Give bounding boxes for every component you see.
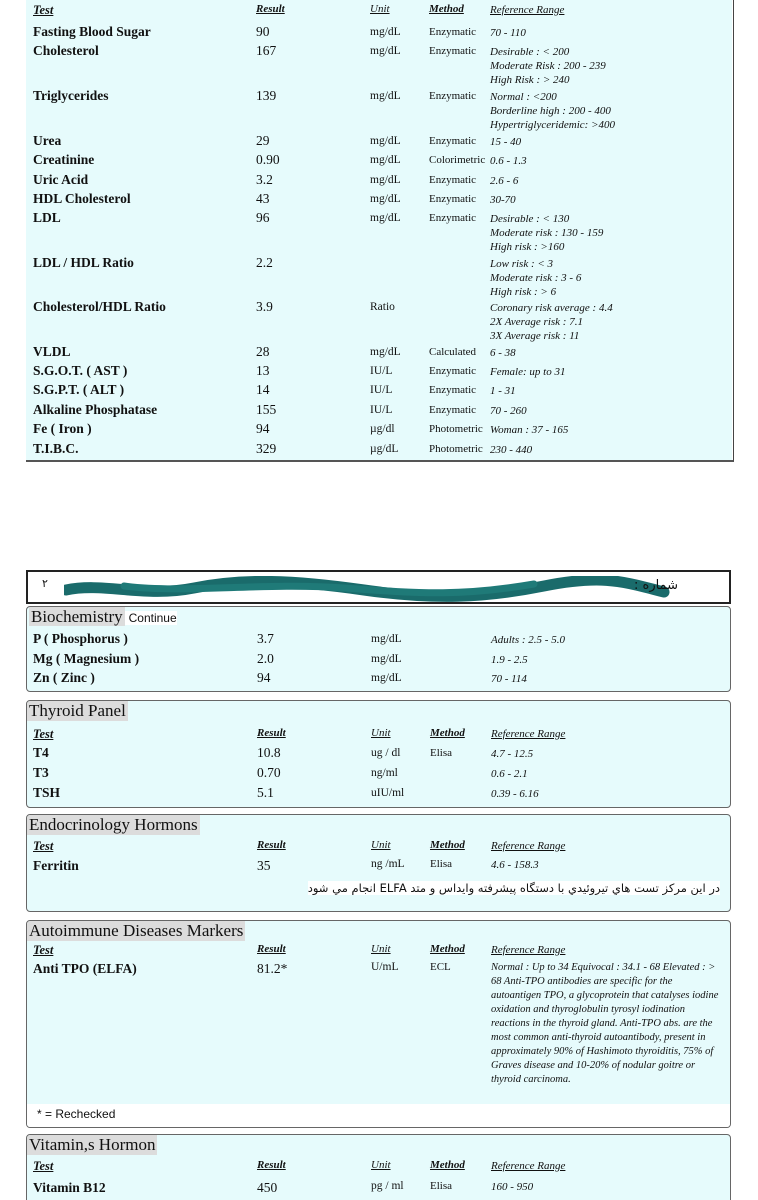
test-name: LDL / HDL Ratio [33,255,134,270]
table-row [26,43,732,86]
test-name: Cholesterol [33,43,99,58]
reference-range-line: Moderate risk : 3 - 6 [490,272,582,284]
reference-range-line: 2.6 - 6 [490,175,519,187]
header-test: Test [33,3,54,17]
elfa-method-note: در اين مرکز تست هاي تيروئيدي با دستگاه پيشرفته وايداس و متد ELFA انجام مي شود [307,881,720,895]
test-name: Alkaline Phosphatase [33,402,158,417]
test-method: Elisa [430,747,452,759]
table-row [26,172,732,192]
table-row [26,441,732,461]
endo-header-test: Test [33,839,54,853]
endo-header-unit: Unit [371,839,391,851]
test-method: Enzymatic [429,212,477,224]
test-method: Enzymatic [429,90,477,102]
table-row [26,255,732,298]
test-method: Photometric [429,443,483,455]
auto-header-result: Result [257,943,286,955]
test-result: 3.9 [256,299,273,314]
thyroid-header-reference: Reference Range [491,728,566,740]
test-unit: uIU/ml [371,787,405,799]
table-row [26,382,732,402]
anti-tpo-method: ECL [430,961,451,973]
reference-range: 70 - 114 [491,673,527,685]
results-page-1 [26,0,734,462]
test-unit: ng/ml [371,767,398,779]
reference-range-line: 15 - 40 [490,136,522,148]
b12-result: 450 [257,1180,278,1195]
reference-range-line: 3X Average risk : 11 [490,330,580,342]
biochemistry-title [27,607,179,627]
autoimmune-title: Autoimmune Diseases Markers [29,921,244,940]
reference-range-line: 70 - 110 [490,27,526,39]
test-unit: mg/dL [370,45,401,57]
reference-range-line: Hypertriglyceridemic: >400 [490,119,616,131]
ferritin-unit: ng /mL [371,858,405,870]
test-name: Uric Acid [33,172,89,187]
test-result: 3.7 [257,631,274,646]
table-row [26,210,732,253]
table-row [27,858,730,878]
test-method: Enzymatic [429,193,477,205]
anti-tpo-result: 81.2* [257,961,288,976]
test-result: 10.8 [257,745,281,760]
reference-range-line: 70 - 260 [490,405,527,417]
test-method: Photometric [429,423,483,435]
test-result: 2.2 [256,255,273,270]
page-gap [0,462,758,570]
vit-header-result: Result [257,1159,286,1171]
table-header [26,3,732,19]
test-unit: Ratio [370,301,395,313]
reference-range-line: 30-70 [490,194,516,206]
test-method: Calculated [429,346,477,358]
table-row [27,651,730,671]
test-unit: mg/dL [371,633,402,645]
test-unit: mg/dL [370,174,401,186]
reference-range-line: 0.6 - 1.3 [490,155,527,167]
endocrinology-panel [26,814,731,912]
vit-header-reference: Reference Range [491,1160,566,1172]
table-row [26,152,732,172]
test-name: T3 [33,765,49,780]
redaction-scribble [64,576,704,602]
autoimmune-panel [26,920,731,1128]
reference-range: 4.7 - 12.5 [491,748,534,760]
reference-range: 0.6 - 2.1 [491,768,528,780]
b12-reference: 160 - 950 [491,1181,534,1193]
table-row [27,765,730,785]
test-unit: mg/dL [371,653,402,665]
test-unit: IU/L [370,384,393,396]
table-row [27,745,730,765]
anti-tpo-unit: U/mL [371,961,399,973]
reference-range-line: Normal : <200 [490,91,557,103]
test-name: VLDL [33,344,71,359]
b12-unit: pg / ml [371,1180,404,1192]
patient-header [26,570,731,604]
table-row [26,88,732,131]
endocrinology-title: Endocrinology Hormons [29,815,198,834]
test-unit: mg/dL [370,90,401,102]
anti-tpo-test: Anti TPO (ELFA) [33,961,137,976]
thyroid-header [27,727,730,747]
ferritin-test: Ferritin [33,858,79,873]
test-name: TSH [33,785,61,800]
endo-header-reference: Reference Range [491,840,566,852]
reference-range-line: 230 - 440 [490,444,533,456]
rechecked-footnote: * = Rechecked [27,1104,730,1128]
vitamin-panel [26,1134,731,1200]
thyroid-panel [26,700,731,808]
reference-range: 1.9 - 2.5 [491,654,528,666]
reference-range-line: Moderate Risk : 200 - 239 [490,60,606,72]
test-result: 14 [256,382,270,397]
test-name: Mg ( Magnesium ) [33,651,140,666]
auto-header-method: Method [430,943,465,955]
thyroid-header-test: Test [33,727,54,741]
vitamin-title: Vitamin,s Hormon [29,1135,156,1154]
test-name: Creatinine [33,152,95,167]
reference-range-line: High Risk : > 240 [490,74,570,86]
table-row [26,363,732,383]
test-name: Triglycerides [33,88,109,103]
auto-header-test: Test [33,943,54,957]
test-result: 139 [256,88,277,103]
header-reference: Reference Range [490,4,565,16]
reference-range-line: Moderate risk : 130 - 159 [490,227,604,239]
header-unit: Unit [370,3,390,15]
test-name: Urea [33,133,62,148]
header-result: Result [256,3,285,15]
reference-range: 0.39 - 6.16 [491,788,539,800]
test-result: 0.70 [257,765,281,780]
test-method: Enzymatic [429,384,477,396]
reference-range-line: Desirable : < 130 [490,213,570,225]
ferritin-result: 35 [257,858,271,873]
test-unit: mg/dL [370,193,401,205]
reference-range-line: Woman : 37 - 165 [490,424,569,436]
test-result: 0.90 [256,152,280,167]
test-result: 3.2 [256,172,273,187]
vit-header-test: Test [33,1159,54,1173]
test-name: Cholesterol/HDL Ratio [33,299,166,314]
table-row [26,133,732,153]
test-unit: mg/dL [370,212,401,224]
test-unit: mg/dL [370,26,401,38]
reference-range-line: Female: up to 31 [490,366,566,378]
test-result: 2.0 [257,651,274,666]
test-method: Enzymatic [429,365,477,377]
biochemistry-title-text: Biochemistry [31,607,123,626]
biochemistry-panel [26,606,731,692]
test-result: 5.1 [257,785,274,800]
thyroid-title: Thyroid Panel [29,701,126,720]
endo-header-method: Method [430,839,465,851]
test-name: HDL Cholesterol [33,191,131,206]
test-method: Enzymatic [429,404,477,416]
table-row [27,631,730,651]
b12-test: Vitamin B12 [33,1180,106,1195]
test-result: 28 [256,344,270,359]
test-result: 329 [256,441,277,456]
test-unit: µg/dl [370,423,395,435]
vit-header-unit: Unit [371,1159,391,1171]
test-method: Colorimetric [429,154,486,166]
ferritin-reference: 4.6 - 158.3 [491,859,539,871]
test-name: T4 [33,745,49,760]
test-result: 94 [257,670,271,685]
reference-range: Adults : 2.5 - 5.0 [491,634,565,646]
ferritin-method: Elisa [430,858,452,870]
test-name: Zn ( Zinc ) [33,670,95,685]
endocrinology-header [27,839,730,859]
table-row [26,421,732,441]
table-row [27,961,730,1111]
reference-range-line: 6 - 38 [490,347,516,359]
test-method: Enzymatic [429,174,477,186]
table-row [26,344,732,364]
test-result: 96 [256,210,270,225]
test-unit: mg/dL [370,346,401,358]
table-row [27,1180,730,1200]
vitamin-header [27,1159,730,1179]
test-unit: µg/dL [370,443,399,455]
thyroid-header-method: Method [430,727,465,739]
table-row [26,299,732,342]
test-name: Fe ( Iron ) [33,421,92,436]
record-number-label: شماره : [634,578,678,593]
reference-range-line: High risk : >160 [490,241,565,253]
endo-header-result: Result [257,839,286,851]
reference-range-line: Borderline high : 200 - 400 [490,105,611,117]
test-method: Enzymatic [429,26,477,38]
table-row [26,191,732,211]
test-name: T.I.B.C. [33,441,79,456]
reference-range-line: 2X Average risk : 7.1 [490,316,583,328]
table-row [26,24,732,44]
reference-range-line: Low risk : < 3 [490,258,554,270]
test-name: LDL [33,210,61,225]
table-row [27,785,730,805]
test-name: Fasting Blood Sugar [33,24,151,39]
test-name: S.G.P.T. ( ALT ) [33,382,125,397]
reference-range-line: Coronary risk average : 4.4 [490,302,613,314]
table-row [26,402,732,422]
reference-range-line: Desirable : < 200 [490,46,570,58]
autoimmune-header [27,943,730,963]
test-result: 43 [256,191,270,206]
test-result: 94 [256,421,270,436]
thyroid-header-unit: Unit [371,727,391,739]
vit-header-method: Method [430,1159,465,1171]
test-result: 29 [256,133,270,148]
test-unit: mg/dL [370,135,401,147]
table-row [27,670,730,690]
reference-range-line: 1 - 31 [490,385,516,397]
test-unit: IU/L [370,365,393,377]
test-result: 90 [256,24,270,39]
test-unit: mg/dL [371,672,402,684]
test-result: 13 [256,363,270,378]
test-method: Enzymatic [429,135,477,147]
test-unit: mg/dL [370,154,401,166]
auto-header-reference: Reference Range [491,944,566,956]
biochemistry-continue: Continue [125,611,177,625]
auto-header-unit: Unit [371,943,391,955]
test-result: 167 [256,43,277,58]
test-method: Enzymatic [429,45,477,57]
thyroid-header-result: Result [257,727,286,739]
test-unit: IU/L [370,404,393,416]
test-unit: ug / dl [371,747,401,759]
b12-method: Elisa [430,1180,452,1192]
reference-range-line: High risk : > 6 [490,286,557,298]
anti-tpo-reference: Normal : Up to 34 Equivocal : 34.1 - 68 Elevated : > 68 Anti-TPO antibodies are specific for the autoantigen TPO, a glycoprotein that catalyses iodine oxidation and thyroglobulin tyrosyl iodination reactions in the thyroid gland. Anti-TPO abs. are the most common anti-thyroid autoantibody, present in approximately 90% of Hashimoto thyroiditis, 75% of Graves disease and 10-20% of nodular goitre or thyroid carcinoma. [491,962,719,1085]
test-name: P ( Phosphorus ) [33,631,128,646]
test-result: 155 [256,402,277,417]
header-method: Method [429,3,464,15]
page-number: ۲ [42,577,48,590]
test-name: S.G.O.T. ( AST ) [33,363,128,378]
